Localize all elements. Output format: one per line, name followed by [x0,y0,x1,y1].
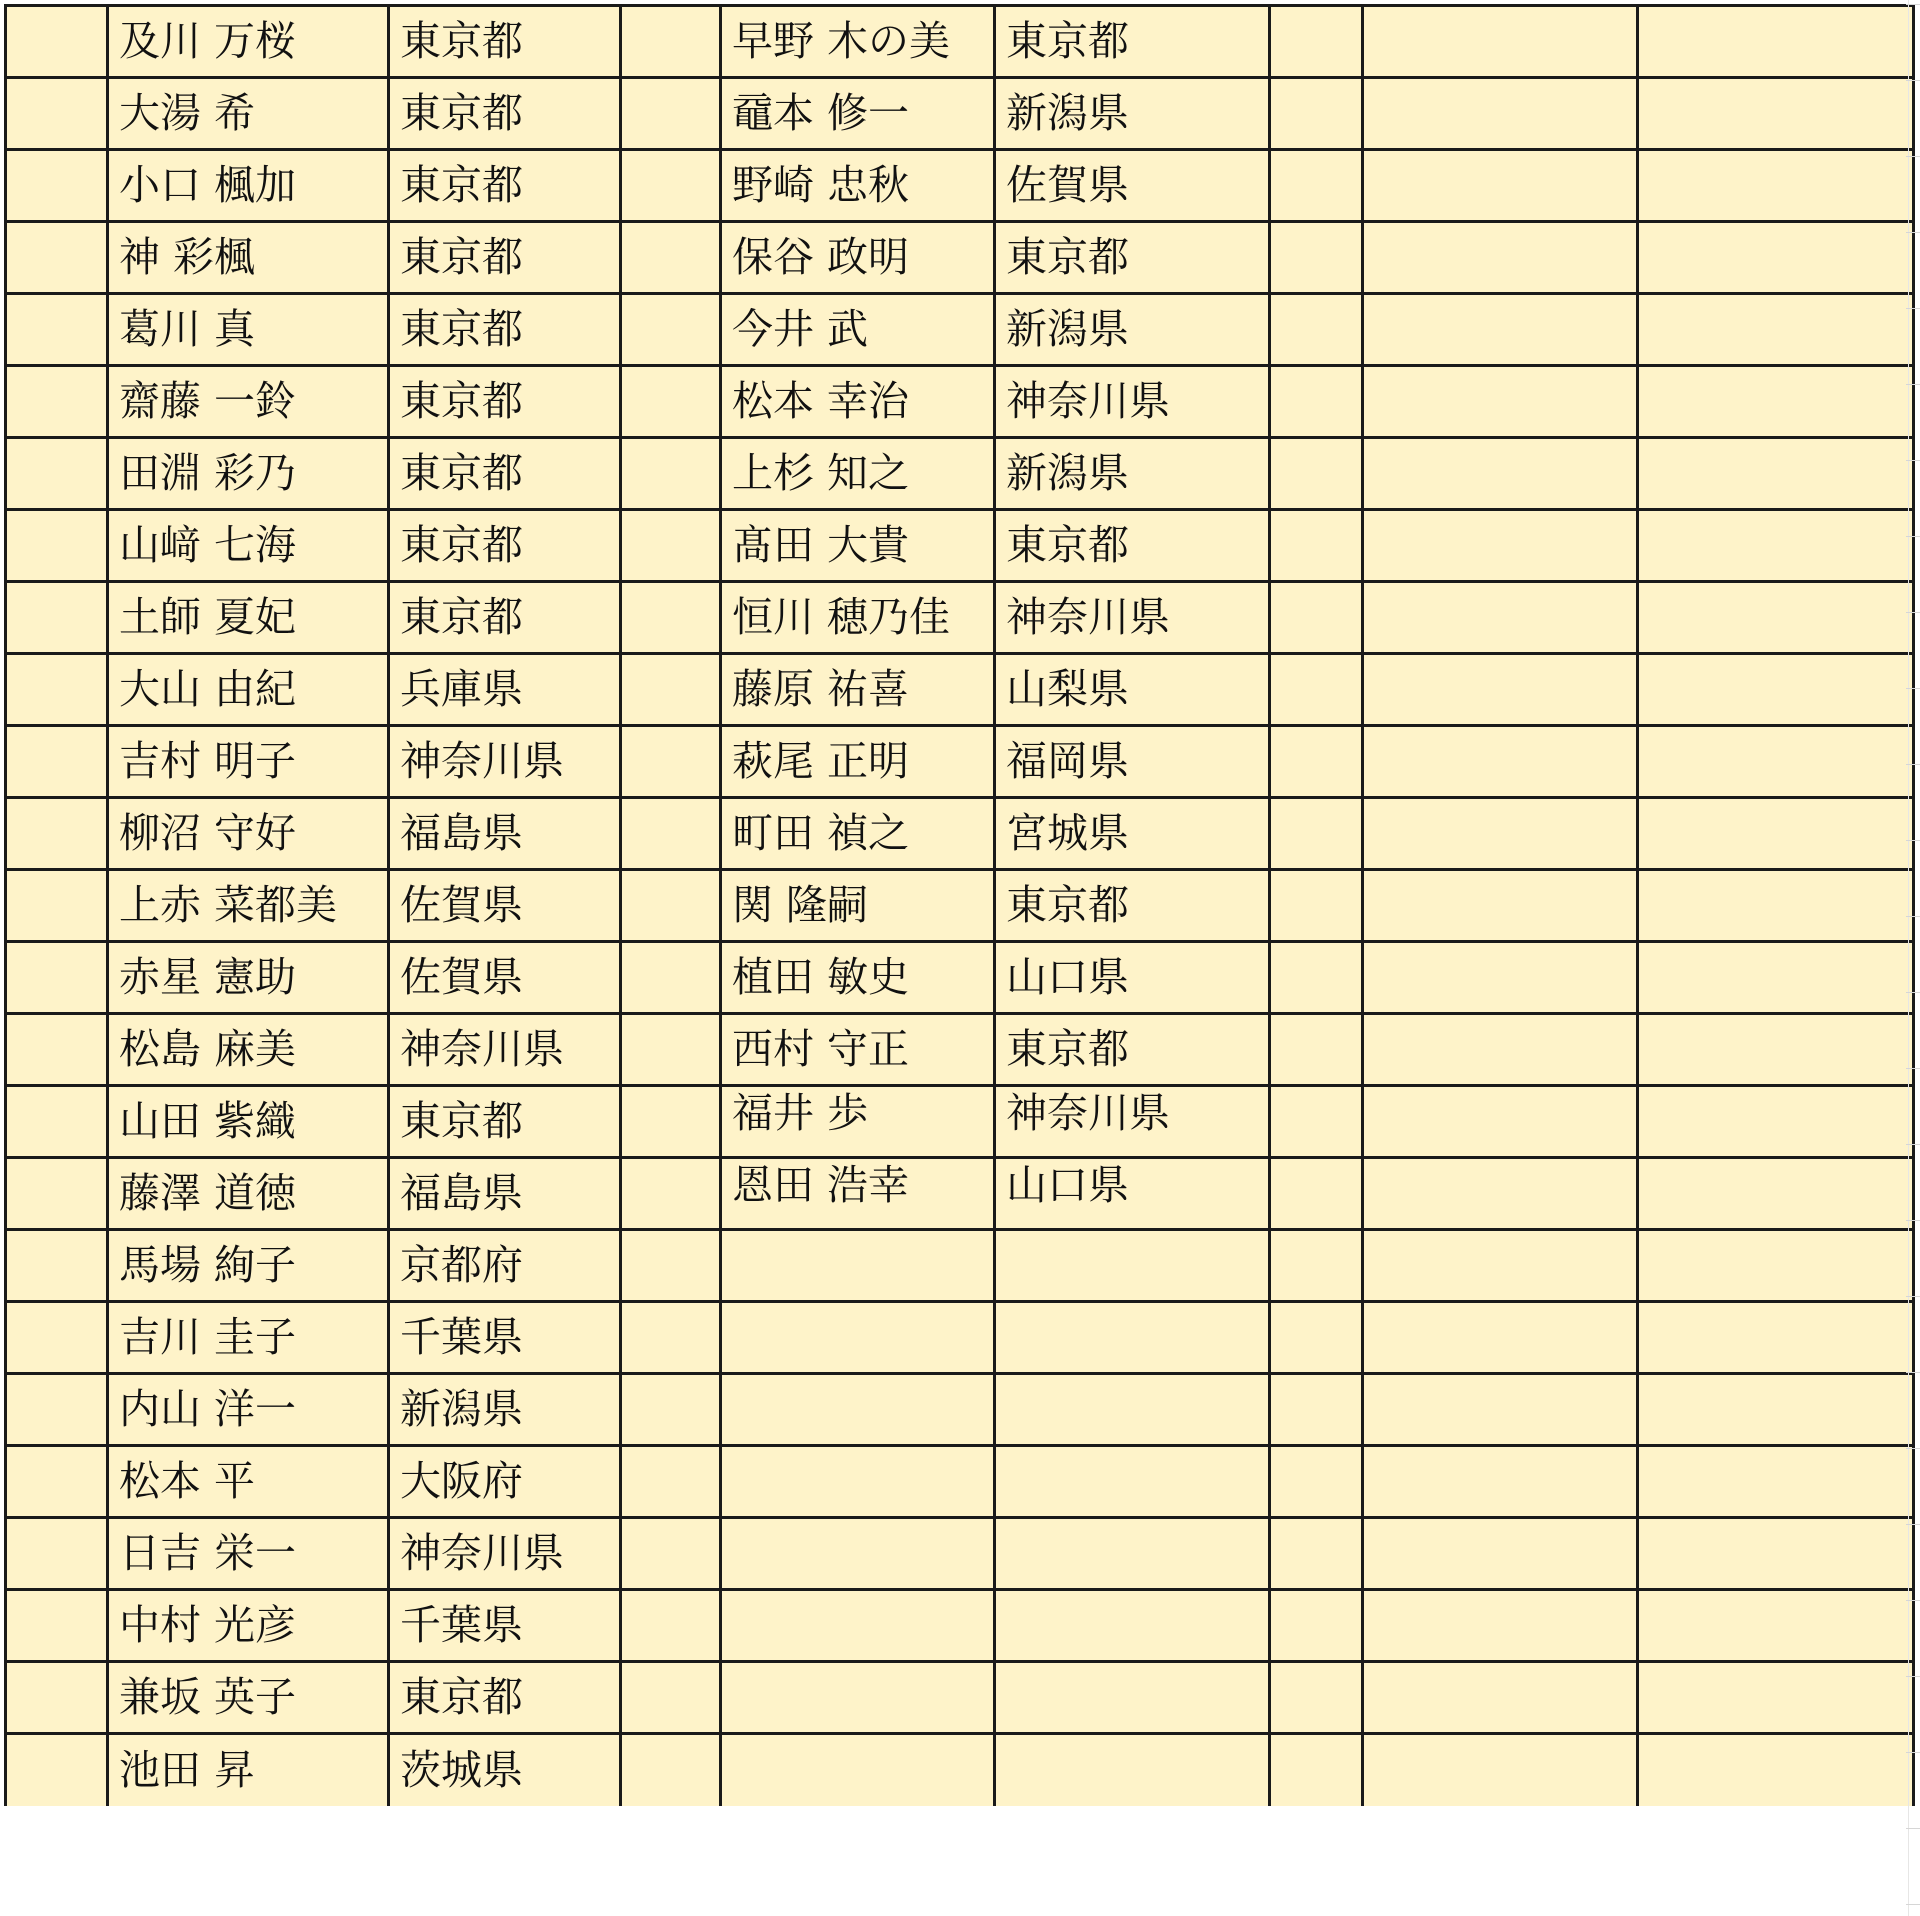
cell-col-c[interactable]: 福島県 [389,798,621,870]
cell-col-c[interactable]: 千葉県 [389,1590,621,1662]
cell-col-a[interactable] [6,1518,108,1590]
cell-col-f[interactable]: 東京都 [995,1014,1270,1086]
cell-col-g[interactable] [1270,150,1363,222]
next-column-row-gridline [1906,1068,1920,1069]
cell-col-d[interactable] [621,1662,721,1734]
cell-col-g[interactable] [1270,1734,1363,1806]
cell-col-c[interactable]: 東京都 [389,1086,621,1158]
cell-col-i[interactable] [1638,78,1914,150]
cell-col-a[interactable] [6,726,108,798]
cell-col-h[interactable] [1363,1158,1638,1230]
cell-col-d[interactable] [621,1734,721,1806]
next-column-row-gridline [1906,460,1920,461]
cell-col-c[interactable]: 東京都 [389,582,621,654]
cell-col-h[interactable] [1363,6,1638,78]
cell-col-c[interactable]: 東京都 [389,510,621,582]
next-column-row-gridline [1906,1296,1920,1297]
cell-col-b[interactable]: 松島 麻美 [108,1014,389,1086]
cell-col-f[interactable]: 東京都 [995,6,1270,78]
cell-col-b[interactable]: 内山 洋一 [108,1374,389,1446]
next-column-row-gridline [1906,688,1920,689]
next-column-gridline [1908,0,1909,1916]
cell-col-c[interactable]: 東京都 [389,150,621,222]
table-row [6,1446,1914,1518]
cell-col-a[interactable] [6,798,108,870]
cell-col-f[interactable] [995,1590,1270,1662]
cell-col-b[interactable]: 藤澤 道徳 [108,1158,389,1230]
cell-col-d[interactable] [621,1518,721,1590]
cell-col-i[interactable] [1638,1230,1914,1302]
cell-col-e[interactable] [721,1302,995,1374]
table-row [6,1590,1914,1662]
cell-col-d[interactable] [621,366,721,438]
cell-col-b[interactable]: 吉村 明子 [108,726,389,798]
cell-col-e[interactable] [721,1734,995,1806]
next-column-row-gridline [1906,1448,1920,1449]
table-row [6,582,1914,654]
table-row [6,222,1914,294]
next-column-row-gridline [1906,384,1920,385]
cell-col-h[interactable] [1363,1590,1638,1662]
next-column-row-gridline [1906,1220,1920,1221]
cell-col-i[interactable] [1638,1014,1914,1086]
cell-col-a[interactable] [6,1302,108,1374]
cell-col-h[interactable] [1363,726,1638,798]
cell-col-d[interactable] [621,654,721,726]
cell-col-a[interactable] [6,6,108,78]
cell-col-g[interactable] [1270,1662,1363,1734]
cell-col-b[interactable]: 赤星 憲助 [108,942,389,1014]
cell-col-d[interactable] [621,222,721,294]
cell-col-c[interactable]: 神奈川県 [389,1518,621,1590]
cell-col-d[interactable] [621,150,721,222]
cell-col-g[interactable] [1270,1230,1363,1302]
cell-col-e[interactable]: 黿本 修一 [721,78,995,150]
next-column-row-gridline [1906,308,1920,309]
cell-col-g[interactable] [1270,294,1363,366]
cell-col-e[interactable]: 髙田 大貴 [721,510,995,582]
next-column-row-gridline [1906,1372,1920,1373]
cell-col-e[interactable]: 早野 木の美 [721,6,995,78]
cell-col-g[interactable] [1270,510,1363,582]
cell-col-f[interactable] [995,1446,1270,1518]
cell-col-b[interactable]: 土師 夏妃 [108,582,389,654]
cell-col-b[interactable]: 山﨑 七海 [108,510,389,582]
cell-col-e[interactable] [721,1230,995,1302]
cell-col-g[interactable] [1270,1158,1363,1230]
cell-col-e[interactable]: 恩田 浩幸 [721,1158,995,1230]
cell-col-f[interactable]: 東京都 [995,870,1270,942]
cell-col-c[interactable]: 佐賀県 [389,870,621,942]
cell-col-i[interactable] [1638,726,1914,798]
table-row [6,1302,1914,1374]
cell-col-g[interactable] [1270,870,1363,942]
next-column-row-gridline [1906,916,1920,917]
cell-col-c[interactable]: 東京都 [389,366,621,438]
cell-col-b[interactable]: 葛川 真 [108,294,389,366]
cell-col-e[interactable]: 保谷 政明 [721,222,995,294]
table-row [6,1014,1914,1086]
cell-col-e[interactable]: 野崎 忠秋 [721,150,995,222]
cell-col-a[interactable] [6,870,108,942]
cell-col-f[interactable] [995,1734,1270,1806]
cell-col-c[interactable]: 東京都 [389,294,621,366]
cell-col-a[interactable] [6,150,108,222]
cell-col-i[interactable] [1638,1374,1914,1446]
table-row [6,510,1914,582]
cell-col-f[interactable]: 神奈川県 [995,582,1270,654]
cell-col-d[interactable] [621,942,721,1014]
cell-col-a[interactable] [6,366,108,438]
cell-col-h[interactable] [1363,222,1638,294]
cell-col-c[interactable]: 大阪府 [389,1446,621,1518]
cell-col-f[interactable]: 東京都 [995,510,1270,582]
cell-col-b[interactable]: 上赤 菜都美 [108,870,389,942]
cell-col-b[interactable]: 馬場 絢子 [108,1230,389,1302]
cell-col-e[interactable] [721,1374,995,1446]
cell-col-f[interactable]: 神奈川県 [995,366,1270,438]
cell-col-c[interactable]: 新潟県 [389,1374,621,1446]
cell-col-c[interactable]: 東京都 [389,78,621,150]
cell-col-a[interactable] [6,1158,108,1230]
cell-col-c[interactable]: 神奈川県 [389,726,621,798]
cell-col-e[interactable]: 恒川 穂乃佳 [721,582,995,654]
cell-col-g[interactable] [1270,366,1363,438]
cell-col-i[interactable] [1638,942,1914,1014]
next-column-row-gridline [1906,1828,1920,1829]
cell-col-h[interactable] [1363,1014,1638,1086]
table-row [6,726,1914,798]
cell-col-f[interactable]: 山口県 [995,942,1270,1014]
cell-col-e[interactable]: 福井 歩 [721,1086,995,1158]
next-column-row-gridline [1906,156,1920,157]
cell-col-a[interactable] [6,222,108,294]
cell-col-a[interactable] [6,78,108,150]
cell-col-i[interactable] [1638,438,1914,510]
cell-col-b[interactable]: 日吉 栄一 [108,1518,389,1590]
cell-col-i[interactable] [1638,1446,1914,1518]
next-column-row-gridline [1906,1904,1920,1905]
cell-col-e[interactable]: 西村 守正 [721,1014,995,1086]
table-row [6,438,1914,510]
cell-col-g[interactable] [1270,78,1363,150]
cell-col-e[interactable]: 藤原 祐喜 [721,654,995,726]
table-row [6,1518,1914,1590]
cell-col-e[interactable]: 町田 禎之 [721,798,995,870]
cell-col-c[interactable]: 東京都 [389,6,621,78]
spreadsheet-grid [4,4,1915,1806]
table-row [6,1662,1914,1734]
cell-col-e[interactable]: 今井 武 [721,294,995,366]
cell-col-i[interactable] [1638,1518,1914,1590]
cell-col-f[interactable]: 神奈川県 [995,1086,1270,1158]
cell-col-i[interactable] [1638,1158,1914,1230]
cell-col-f[interactable]: 新潟県 [995,294,1270,366]
cell-col-e[interactable] [721,1446,995,1518]
cell-col-e[interactable] [721,1662,995,1734]
cell-col-f[interactable] [995,1662,1270,1734]
cell-col-i[interactable] [1638,1734,1914,1806]
cell-col-a[interactable] [6,1230,108,1302]
spreadsheet-body [6,6,1914,1806]
cell-col-e[interactable] [721,1518,995,1590]
cell-col-h[interactable] [1363,294,1638,366]
table-row [6,870,1914,942]
cell-col-e[interactable]: 上杉 知之 [721,438,995,510]
cell-col-d[interactable] [621,438,721,510]
next-column-row-gridline [1906,4,1920,5]
cell-col-h[interactable] [1363,78,1638,150]
cell-col-e[interactable] [721,1590,995,1662]
cell-col-h[interactable] [1363,582,1638,654]
cell-col-b[interactable]: 神 彩楓 [108,222,389,294]
cell-col-a[interactable] [6,654,108,726]
cell-col-h[interactable] [1363,1518,1638,1590]
cell-col-b[interactable]: 大湯 希 [108,78,389,150]
cell-col-g[interactable] [1270,582,1363,654]
cell-col-c[interactable]: 東京都 [389,222,621,294]
cell-col-f[interactable] [995,1230,1270,1302]
table-row [6,1734,1914,1806]
cell-col-i[interactable] [1638,1662,1914,1734]
cell-col-f[interactable]: 佐賀県 [995,150,1270,222]
cell-col-h[interactable] [1363,1734,1638,1806]
cell-col-a[interactable] [6,1734,108,1806]
cell-col-c[interactable]: 東京都 [389,438,621,510]
next-column-row-gridline [1906,80,1920,81]
table-row [6,1086,1914,1158]
next-column-row-gridline [1906,1600,1920,1601]
next-column-row-gridline [1906,840,1920,841]
cell-col-b[interactable]: 池田 昇 [108,1734,389,1806]
cell-col-h[interactable] [1363,942,1638,1014]
cell-col-d[interactable] [621,1302,721,1374]
cell-col-c[interactable]: 神奈川県 [389,1014,621,1086]
cell-col-d[interactable] [621,1158,721,1230]
next-column-row-gridline [1906,232,1920,233]
cell-col-h[interactable] [1363,1374,1638,1446]
cell-col-h[interactable] [1363,798,1638,870]
cell-col-d[interactable] [621,870,721,942]
cell-col-g[interactable] [1270,798,1363,870]
cell-col-h[interactable] [1363,1086,1638,1158]
cell-col-g[interactable] [1270,222,1363,294]
cell-col-a[interactable] [6,582,108,654]
cell-col-b[interactable]: 及川 万桜 [108,6,389,78]
cell-col-c[interactable]: 東京都 [389,1662,621,1734]
cell-col-g[interactable] [1270,1518,1363,1590]
cell-col-a[interactable] [6,294,108,366]
cell-col-c[interactable]: 千葉県 [389,1302,621,1374]
cell-col-b[interactable]: 吉川 圭子 [108,1302,389,1374]
cell-col-i[interactable] [1638,6,1914,78]
table-row [6,654,1914,726]
cell-col-i[interactable] [1638,1590,1914,1662]
cell-col-d[interactable] [621,798,721,870]
cell-col-i[interactable] [1638,366,1914,438]
table-row [6,1158,1914,1230]
cell-col-f[interactable] [995,1374,1270,1446]
cell-col-d[interactable] [621,582,721,654]
cell-col-b[interactable]: 齋藤 一鈴 [108,366,389,438]
cell-col-f[interactable]: 山口県 [995,1158,1270,1230]
cell-col-e[interactable]: 関 隆嗣 [721,870,995,942]
cell-col-c[interactable]: 福島県 [389,1158,621,1230]
table-row [6,150,1914,222]
cell-col-g[interactable] [1270,1590,1363,1662]
cell-col-g[interactable] [1270,654,1363,726]
cell-col-i[interactable] [1638,798,1914,870]
cell-col-g[interactable] [1270,1302,1363,1374]
cell-col-b[interactable]: 大山 由紀 [108,654,389,726]
cell-col-b[interactable]: 柳沼 守好 [108,798,389,870]
table-row [6,1230,1914,1302]
cell-col-d[interactable] [621,1374,721,1446]
cell-col-i[interactable] [1638,222,1914,294]
cell-col-f[interactable]: 福岡県 [995,726,1270,798]
cell-col-c[interactable]: 京都府 [389,1230,621,1302]
cell-col-h[interactable] [1363,1446,1638,1518]
cell-col-g[interactable] [1270,6,1363,78]
next-column-row-gridline [1906,1524,1920,1525]
cell-col-b[interactable]: 松本 平 [108,1446,389,1518]
cell-col-b[interactable]: 中村 光彦 [108,1590,389,1662]
cell-col-h[interactable] [1363,1230,1638,1302]
cell-col-i[interactable] [1638,654,1914,726]
cell-col-g[interactable] [1270,1446,1363,1518]
cell-col-d[interactable] [621,1230,721,1302]
cell-col-d[interactable] [621,726,721,798]
cell-col-b[interactable]: 山田 紫織 [108,1086,389,1158]
cell-col-a[interactable] [6,1590,108,1662]
table-row [6,6,1914,78]
cell-col-d[interactable] [621,6,721,78]
cell-col-f[interactable]: 東京都 [995,222,1270,294]
cell-col-g[interactable] [1270,1086,1363,1158]
cell-col-f[interactable]: 山梨県 [995,654,1270,726]
cell-col-h[interactable] [1363,1662,1638,1734]
cell-col-e[interactable]: 植田 敏史 [721,942,995,1014]
cell-col-c[interactable]: 兵庫県 [389,654,621,726]
cell-col-d[interactable] [621,1590,721,1662]
cell-col-h[interactable] [1363,510,1638,582]
cell-col-g[interactable] [1270,438,1363,510]
cell-col-a[interactable] [6,1374,108,1446]
cell-col-f[interactable]: 新潟県 [995,438,1270,510]
table-row [6,78,1914,150]
cell-col-c[interactable]: 茨城県 [389,1734,621,1806]
cell-col-d[interactable] [621,1014,721,1086]
cell-col-a[interactable] [6,1446,108,1518]
cell-col-g[interactable] [1270,1374,1363,1446]
next-column-row-gridline [1906,1676,1920,1677]
cell-col-f[interactable] [995,1518,1270,1590]
table-row [6,798,1914,870]
cell-col-i[interactable] [1638,1302,1914,1374]
cell-col-d[interactable] [621,78,721,150]
cell-col-c[interactable]: 佐賀県 [389,942,621,1014]
cell-col-f[interactable]: 新潟県 [995,78,1270,150]
cell-col-a[interactable] [6,1086,108,1158]
cell-col-h[interactable] [1363,870,1638,942]
cell-col-e[interactable]: 萩尾 正明 [721,726,995,798]
cell-col-a[interactable] [6,1014,108,1086]
cell-col-h[interactable] [1363,366,1638,438]
cell-col-f[interactable]: 宮城県 [995,798,1270,870]
next-column-row-gridline [1906,1752,1920,1753]
next-column-row-gridline [1906,612,1920,613]
cell-col-i[interactable] [1638,294,1914,366]
cell-col-g[interactable] [1270,726,1363,798]
next-column-row-gridline [1906,536,1920,537]
cell-col-f[interactable] [995,1302,1270,1374]
cell-col-h[interactable] [1363,150,1638,222]
table-row [6,366,1914,438]
cell-col-i[interactable] [1638,582,1914,654]
cell-col-a[interactable] [6,1662,108,1734]
cell-col-a[interactable] [6,942,108,1014]
cell-col-h[interactable] [1363,654,1638,726]
cell-col-g[interactable] [1270,1014,1363,1086]
cell-col-i[interactable] [1638,1086,1914,1158]
cell-col-e[interactable]: 松本 幸治 [721,366,995,438]
cell-col-d[interactable] [621,1446,721,1518]
table-row [6,1374,1914,1446]
cell-col-i[interactable] [1638,870,1914,942]
cell-col-g[interactable] [1270,942,1363,1014]
cell-col-b[interactable]: 小口 楓加 [108,150,389,222]
cell-col-b[interactable]: 兼坂 英子 [108,1662,389,1734]
cell-col-i[interactable] [1638,150,1914,222]
next-column-row-gridline [1906,1144,1920,1145]
next-column-row-gridline [1906,992,1920,993]
cell-col-d[interactable] [621,294,721,366]
table-row [6,294,1914,366]
cell-col-i[interactable] [1638,510,1914,582]
cell-col-h[interactable] [1363,1302,1638,1374]
cell-col-a[interactable] [6,510,108,582]
next-column-row-gridline [1906,764,1920,765]
cell-col-b[interactable]: 田淵 彩乃 [108,438,389,510]
cell-col-d[interactable] [621,510,721,582]
cell-col-d[interactable] [621,1086,721,1158]
table-row [6,942,1914,1014]
cell-col-a[interactable] [6,438,108,510]
cell-col-h[interactable] [1363,438,1638,510]
